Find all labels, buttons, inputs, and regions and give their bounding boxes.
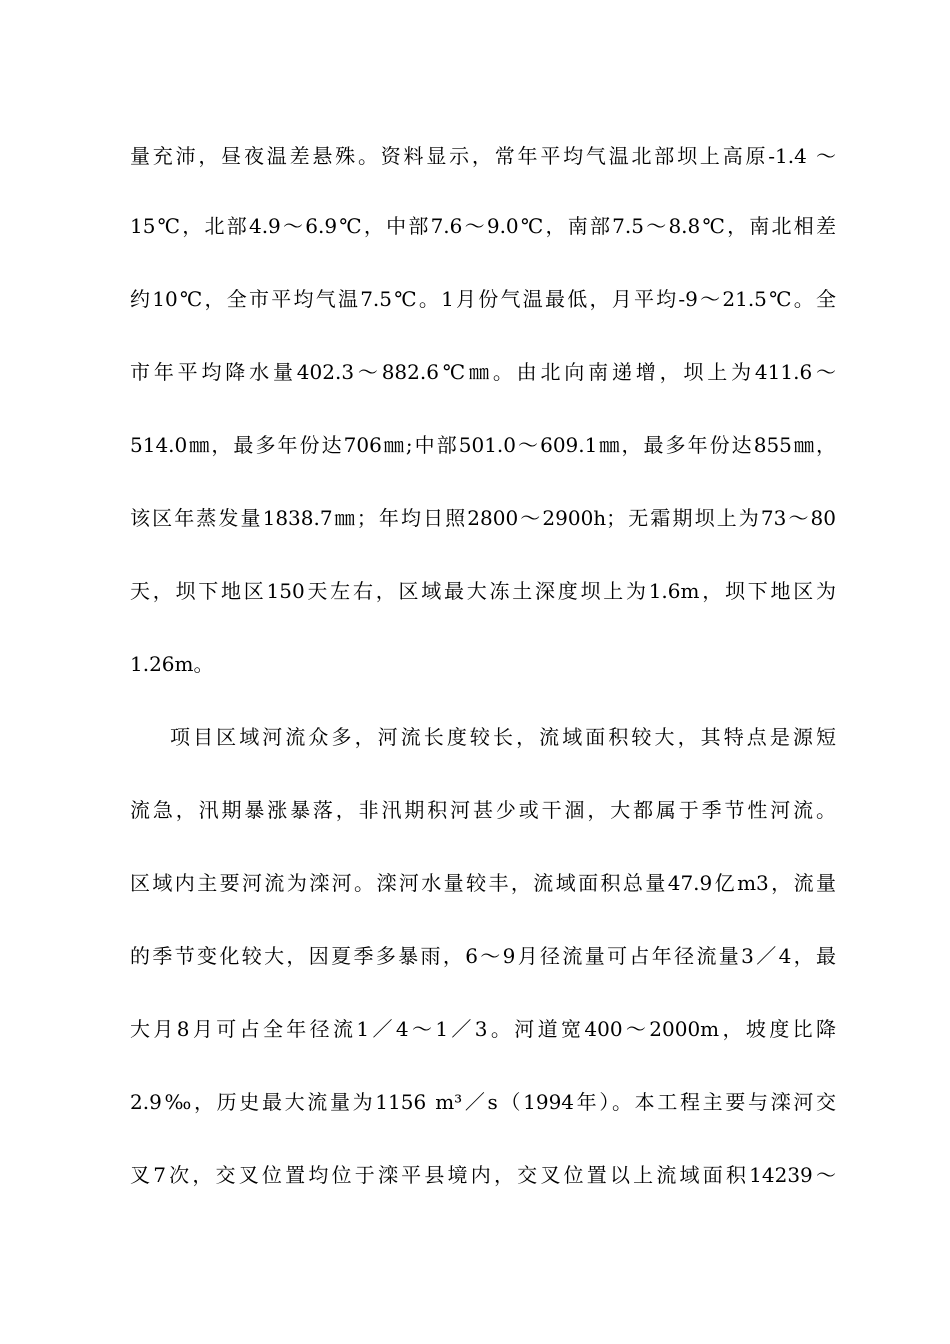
text-line-10: 流急，汛期暴涨暴落，非汛期积河甚少或干涸，大都属于季节性河流。 bbox=[130, 798, 836, 822]
text-line-3: 约10℃，全市平均气温7.5℃。1月份气温最低，月平均-9～21.5℃。全 bbox=[130, 287, 836, 311]
text-line-8: 1.26m。 bbox=[130, 652, 214, 676]
text-line-13: 大月8月可占全年径流1／4～1／3。河道宽400～2000m，坡度比降 bbox=[130, 1017, 836, 1041]
text-line-11: 区域内主要河流为滦河。滦河水量较丰，流域面积总量47.9亿m3，流量 bbox=[130, 871, 836, 895]
text-line-5: 514.0㎜，最多年份达706㎜;中部501.0～609.1㎜，最多年份达855㎜， bbox=[130, 433, 836, 457]
text-line-7: 天，坝下地区150天左右，区域最大冻土深度坝上为1.6m，坝下地区为 bbox=[130, 579, 836, 603]
text-line-12: 的季节变化较大，因夏季多暴雨，6～9月径流量可占年径流量3／4，最 bbox=[130, 944, 836, 968]
text-line-1: 量充沛，昼夜温差悬殊。资料显示，常年平均气温北部坝上高原-1.4 ～ bbox=[130, 144, 836, 168]
text-line-9: 项目区域河流众多，河流长度较长，流域面积较大，其特点是源短 bbox=[170, 725, 836, 749]
text-line-14: 2.9‰，历史最大流量为1156 m³／s（1994年）。本工程主要与滦河交 bbox=[130, 1090, 836, 1114]
text-line-15: 叉7次，交叉位置均位于滦平县境内，交叉位置以上流域面积14239～ bbox=[130, 1163, 836, 1187]
text-line-2: 15℃，北部4.9～6.9℃，中部7.6～9.0℃，南部7.5～8.8℃，南北相差 bbox=[130, 214, 836, 238]
text-line-4: 市年平均降水量402.3～882.6℃㎜。由北向南递增，坝上为411.6～ bbox=[130, 360, 836, 384]
text-line-6: 该区年蒸发量1838.7㎜；年均日照2800～2900h；无霜期坝上为73～80 bbox=[130, 506, 836, 530]
